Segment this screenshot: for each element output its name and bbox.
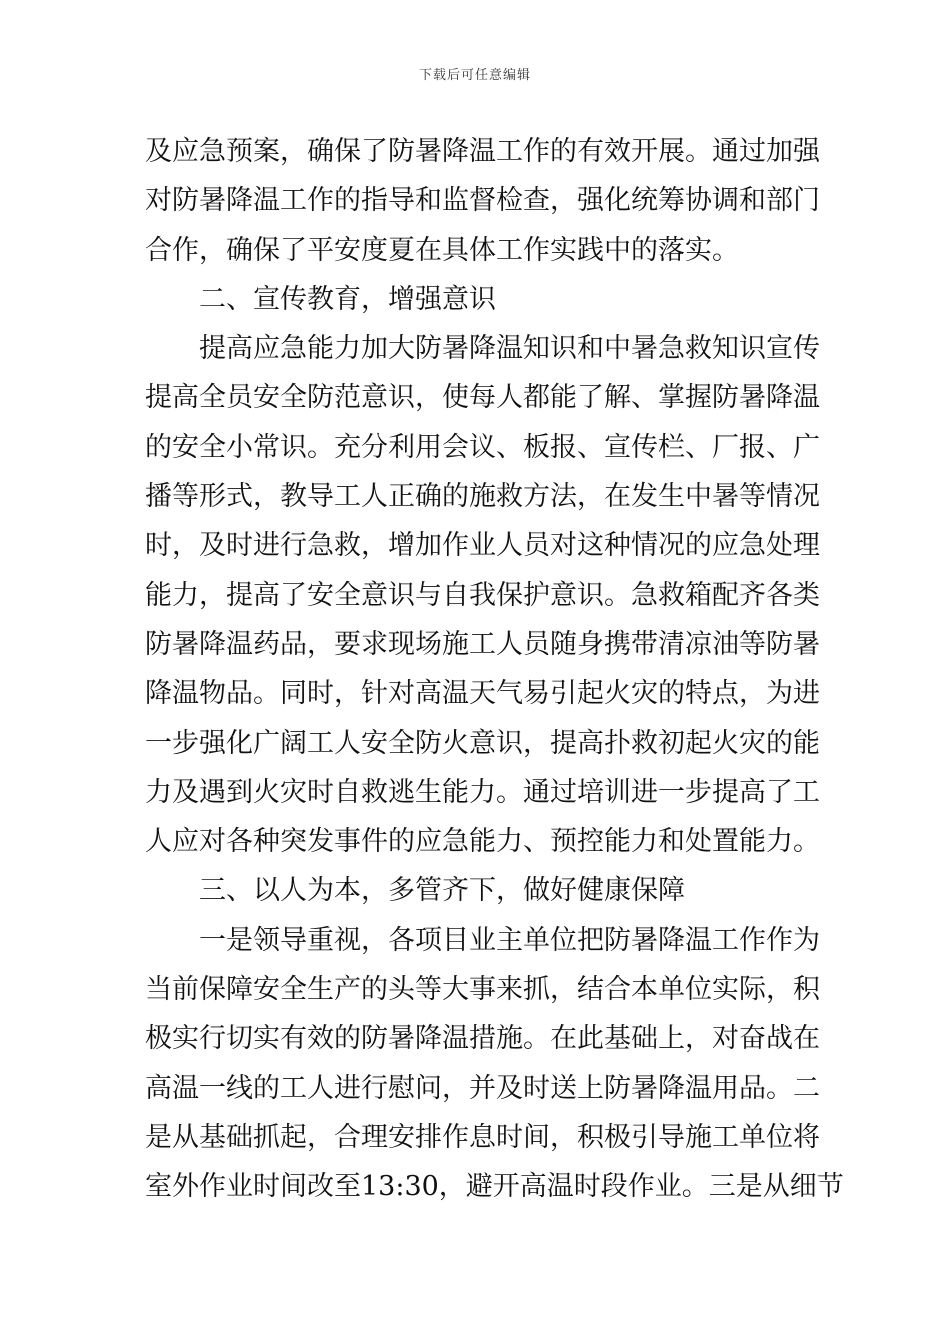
text-line: 一步强化广阔工人安全防火意识，提高扑救初起火灾的能 xyxy=(145,727,820,759)
text-line: 降温物品。同时，针对高温天气易引起火灾的特点，为进 xyxy=(145,678,820,710)
text-line: 时，及时进行急救，增加作业人员对这种情况的应急处理 xyxy=(145,530,820,562)
text-line: 二、宣传教育，增强意识 xyxy=(199,283,496,315)
text-line: 提高全员安全防范意识，使每人都能了解、掌握防暑降温 xyxy=(145,382,820,414)
text-line: 一是领导重视，各项目业主单位把防暑降温工作作为 xyxy=(199,924,820,956)
text-line: 力及遇到火灾时自救逃生能力。通过培训进一步提高了工 xyxy=(145,776,820,808)
text-line: 高温一线的工人进行慰问，并及时送上防暑降温用品。二 xyxy=(145,1072,820,1104)
text-line: 极实行切实有效的防暑降温措施。在此基础上，对奋战在 xyxy=(145,1023,820,1055)
text-line: 室外作业时间改至13:30，避开高温时段作业。三是从细节 xyxy=(145,1171,844,1203)
text-line: 及应急预案，确保了防暑降温工作的有效开展。通过加强 xyxy=(145,136,820,167)
text-line: 当前保障安全生产的头等大事来抓，结合本单位实际，积 xyxy=(145,974,820,1006)
page-header: 下载后可任意编辑 xyxy=(418,68,531,83)
text-line: 播等形式，教导工人正确的施救方法，在发生中暑等情况 xyxy=(145,481,820,513)
document-body xyxy=(145,127,844,1212)
text-line: 提高应急能力加大防暑降温知识和中暑急救知识宣传 xyxy=(199,333,820,365)
text-line: 对防暑降温工作的指导和监督检查，强化统筹协调和部门 xyxy=(145,185,820,217)
text-line: 三、以人为本，多管齐下，做好健康保障 xyxy=(199,875,685,907)
text-line: 防暑降温药品，要求现场施工人员随身携带清凉油等防暑 xyxy=(145,628,820,660)
text-line: 合作，确保了平安度夏在具体工作实践中的落实。 xyxy=(145,234,739,266)
text-line: 是从基础抓起，合理安排作息时间，积极引导施工单位将 xyxy=(145,1121,820,1153)
text-line: 能力，提高了安全意识与自我保护意识。急救箱配齐各类 xyxy=(145,579,820,611)
text-line: 人应对各种突发事件的应急能力、预控能力和处置能力。 xyxy=(145,826,820,858)
text-line: 的安全小常识。充分利用会议、板报、宣传栏、厂报、广 xyxy=(145,431,820,463)
